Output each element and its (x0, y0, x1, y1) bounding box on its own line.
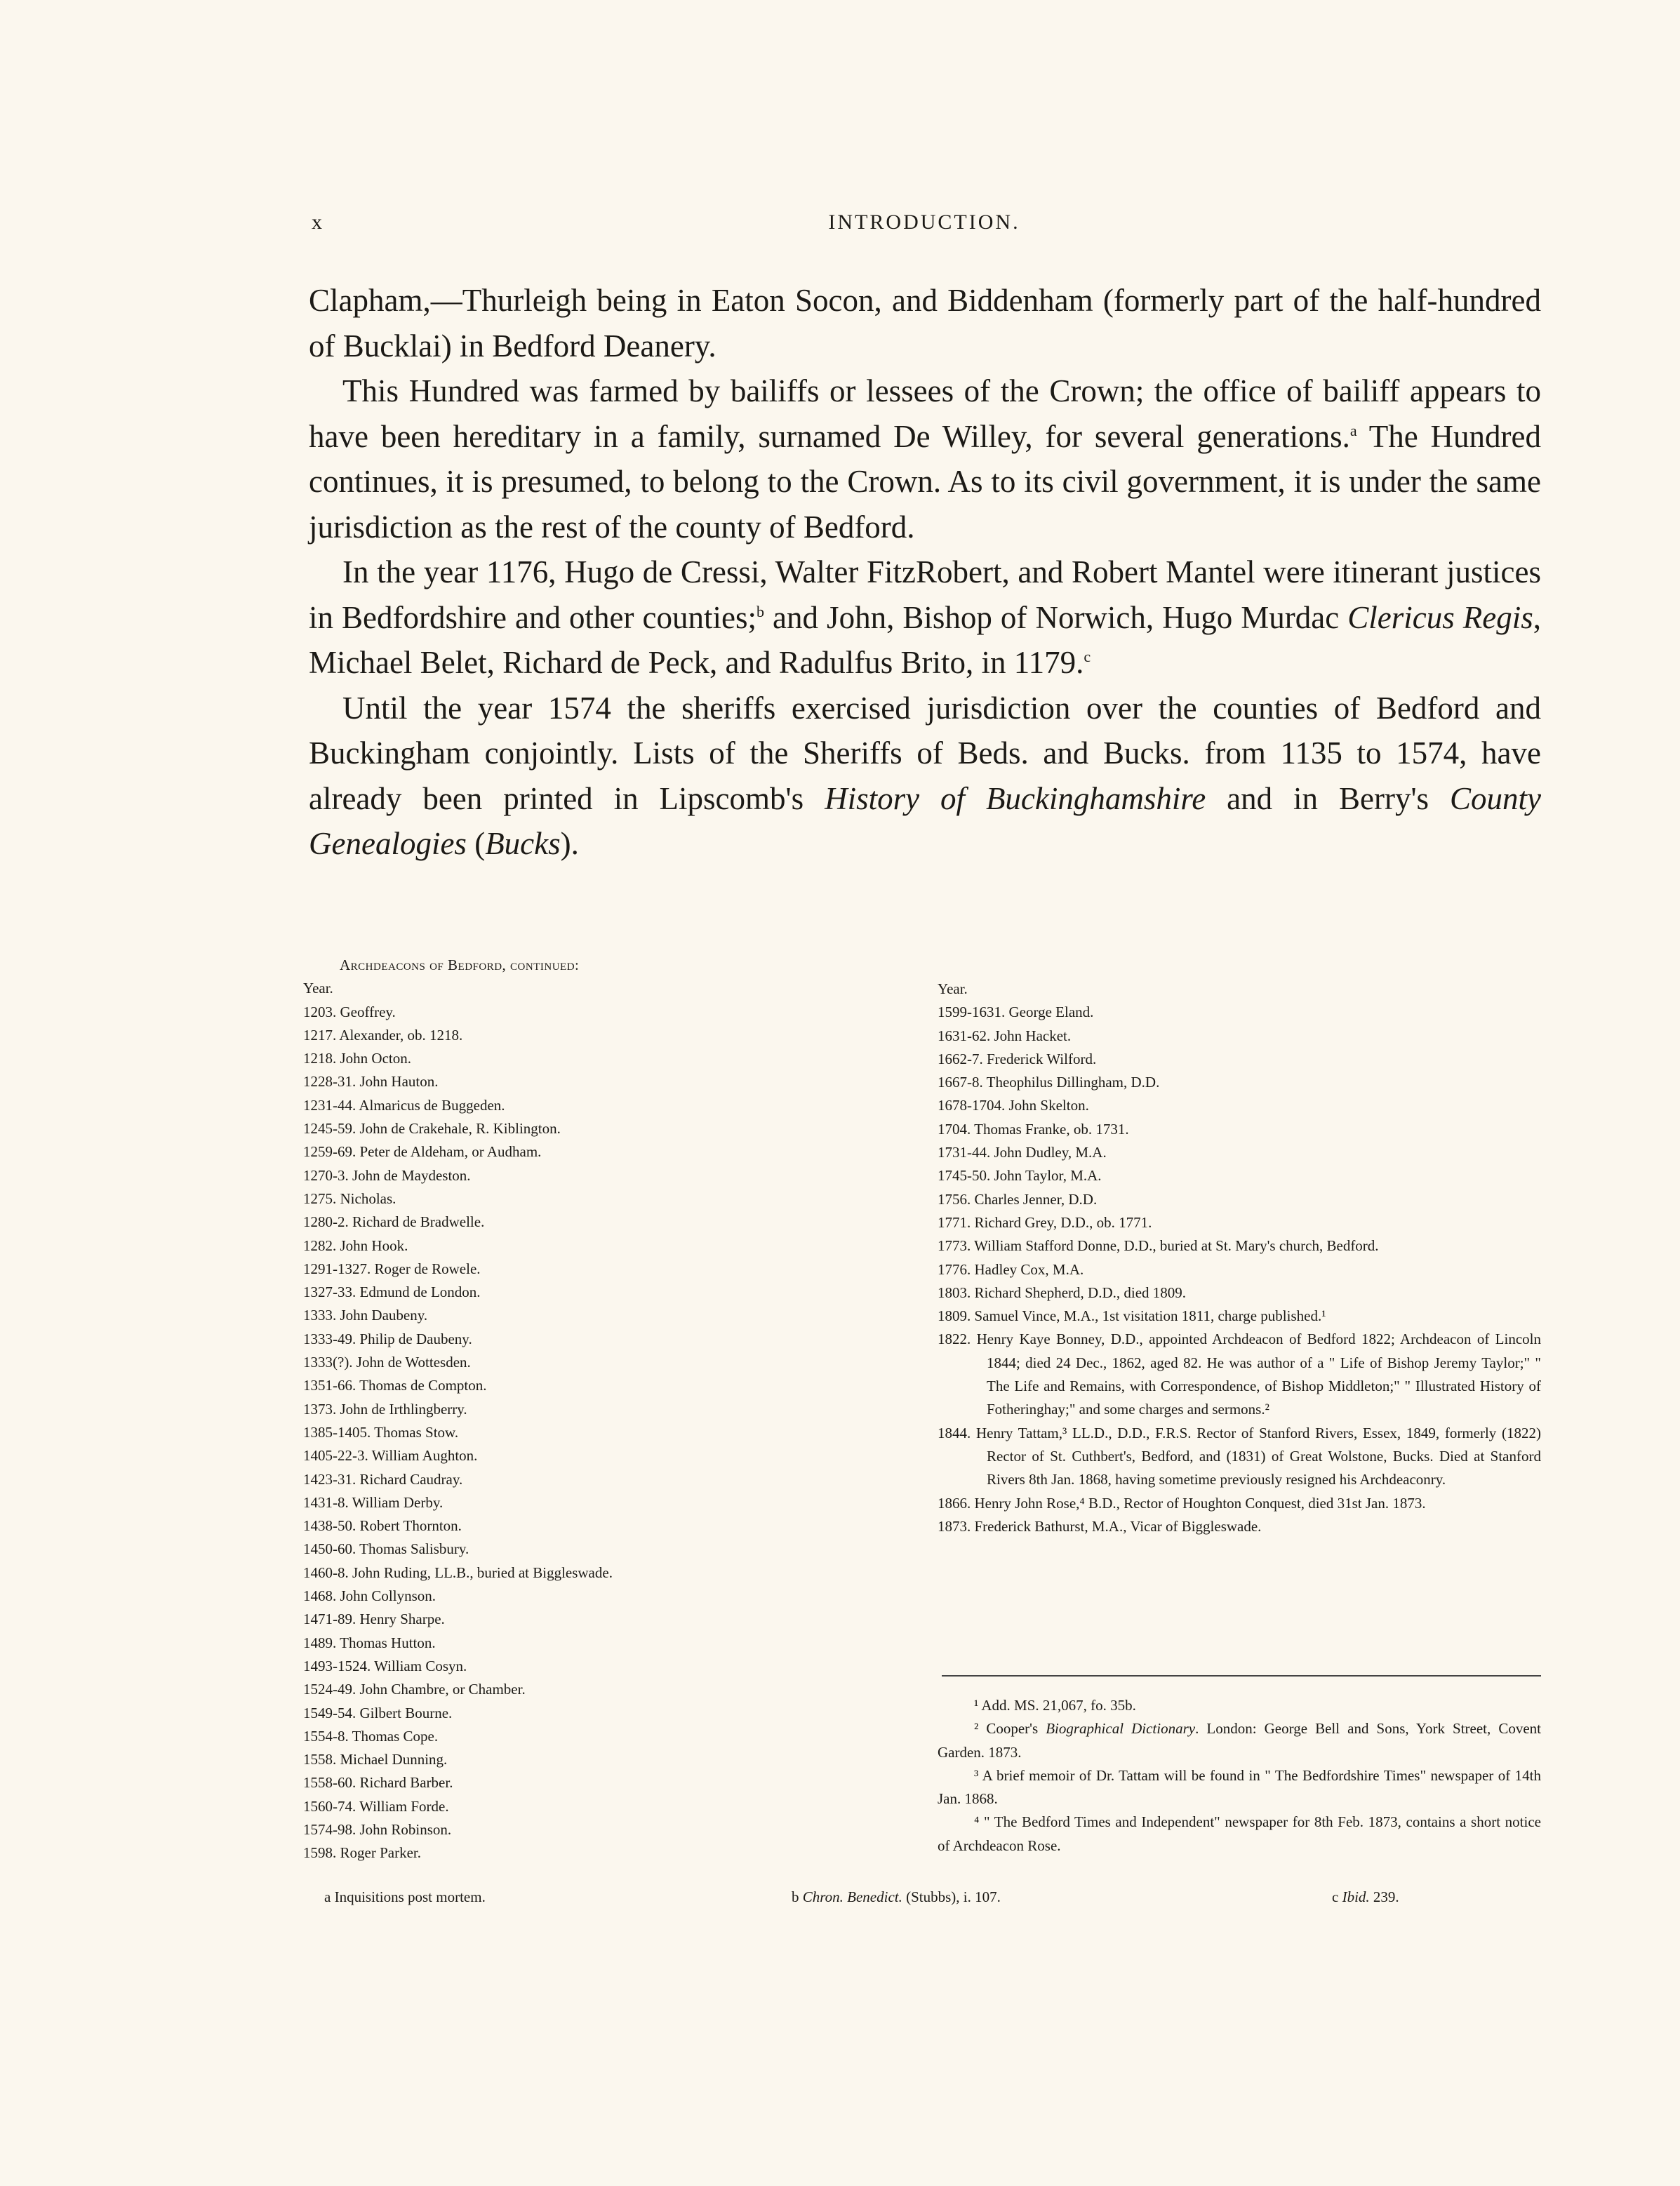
text-run: ). (560, 826, 579, 861)
list-item: 1275. Nicholas. (303, 1189, 396, 1207)
list-item: 1873. Frederick Bathurst, M.A., Vicar of Biggleswade. (938, 1517, 1262, 1535)
list-item: 1771. Richard Grey, D.D., ob. 1771. (938, 1213, 1152, 1231)
right-entries (938, 1001, 1541, 1538)
list-item: 1745-50. John Taylor, M.A. (938, 1167, 1102, 1185)
note-mark: ⁴ (974, 1813, 980, 1831)
list-item: 1333-49. Philip de Daubeny. (303, 1330, 472, 1347)
note-text: Cooper's (978, 1720, 1046, 1738)
note-italic: Biographical Dictionary (1046, 1720, 1196, 1738)
list-item: 1460-8. John Ruding, LL.B., buried at Biggleswade. (303, 1564, 613, 1581)
footnote-mark: b (792, 1888, 799, 1905)
list-item: 1282. John Hook. (303, 1237, 408, 1254)
list-item: 1270-3. John de Maydeston. (303, 1166, 471, 1184)
list-item: 1776. Hadley Cox, M.A. (938, 1260, 1084, 1278)
list-item: 1844. Henry Tattam,³ LL.D., D.D., F.R.S. Rector of Stanford Rivers, Essex, 1849, formerly (1822) Rector of St. Cuthbert's, Bedford, and (1831) of Great Wolstone, Bucks. Died at Stanford Rivers 8th Jan. 1868, having sometime previously resigned his Archdeaconry. (938, 1424, 1541, 1488)
footnote-text: 239. (1369, 1888, 1399, 1905)
year-header: Year. (303, 980, 333, 997)
list-item: 1327-33. Edmund de London. (303, 1284, 481, 1301)
list-item: 1773. William Stafford Donne, D.D., buried at St. Mary's church, Bedford. (938, 1237, 1379, 1255)
footnote-ref-a[interactable]: a (1349, 421, 1357, 439)
note (938, 1694, 1541, 1717)
archdeacons-list-left (303, 954, 759, 1865)
footnote-ref-b[interactable]: b (756, 602, 764, 620)
list-caption: Archdeacons of Bedford, continued: (340, 957, 580, 973)
list-item: 1631-62. John Hacket. (938, 1027, 1072, 1044)
text-run: ( (466, 826, 486, 861)
list-item: 1662-7. Frederick Wilford. (938, 1050, 1097, 1067)
note (938, 1717, 1541, 1764)
footnote-italic: Chron. Benedict. (799, 1888, 902, 1905)
list-item: 1373. John de Irthlingberry. (303, 1400, 467, 1418)
text-run: Clapham,—Thurleigh being in Eaton Socon, and Biddenham (formerly part of the half-hundred of Bucklai) in Bedford Deanery. (309, 283, 1541, 364)
list-item: 1560-74. William Forde. (303, 1797, 449, 1815)
italic-run: Bucks (485, 826, 561, 861)
paragraph (309, 278, 1541, 368)
text-run: and John, Bishop of Norwich, Hugo Murdac (764, 599, 1348, 635)
list-item: 1493-1524. William Cosyn. (303, 1657, 467, 1674)
paragraph (309, 549, 1541, 686)
running-title: INTRODUCTION. (828, 211, 1020, 234)
paragraph (309, 368, 1541, 549)
note-text: " The Bedford Times and Independent" newspaper for 8th Feb. 1873, contains a short notice of Archdeacon Rose. (938, 1813, 1541, 1854)
left-entries (303, 1001, 759, 1865)
list-item: 1574-98. John Robinson. (303, 1820, 452, 1838)
paragraph (309, 686, 1541, 867)
list-item: 1333. John Daubeny. (303, 1307, 428, 1324)
list-item: 1333(?). John de Wottesden. (303, 1354, 471, 1371)
list-item: 1866. Henry John Rose,⁴ B.D., Rector of Houghton Conquest, died 31st Jan. 1873. (938, 1494, 1426, 1512)
list-item: 1280-2. Richard de Bradwelle. (303, 1213, 485, 1231)
note-text: . London: George Bell and Sons, York Street, Covent Garden. 1873. (938, 1720, 1541, 1761)
list-item: 1678-1704. John Skelton. (938, 1097, 1089, 1114)
list-item: 1218. John Octon. (303, 1050, 411, 1067)
text-run: , Michael Belet, Richard de Peck, and Radulfus Brito, in 1179. (309, 599, 1541, 680)
list-item: 1423-31. Richard Caudray. (303, 1470, 463, 1488)
list-item: 1558-60. Richard Barber. (303, 1774, 453, 1792)
list-item: 1554-8. Thomas Cope. (303, 1727, 439, 1745)
list-item: 1809. Samuel Vince, M.A., 1st visitation 1811, charge published.¹ (938, 1307, 1326, 1325)
list-item: 1704. Thomas Franke, ob. 1731. (938, 1120, 1129, 1138)
note-text: Add. MS. 21,067, fo. 35b. (978, 1697, 1136, 1714)
italic-run: Clericus Regis (1347, 599, 1533, 635)
list-item: 1803. Richard Shepherd, D.D., died 1809. (938, 1284, 1187, 1301)
list-item: 1259-69. Peter de Aldeham, or Audham. (303, 1143, 542, 1161)
list-item: 1385-1405. Thomas Stow. (303, 1423, 459, 1441)
list-item: 1405-22-3. William Aughton. (303, 1447, 478, 1465)
column-notes (938, 1694, 1541, 1858)
list-item: 1450-60. Thomas Salisbury. (303, 1540, 469, 1558)
list-item: 1598. Roger Parker. (303, 1844, 421, 1862)
note-mark: ¹ (974, 1697, 979, 1714)
list-item: 1291-1327. Roger de Rowele. (303, 1260, 481, 1277)
list-item: 1471-89. Henry Sharpe. (303, 1611, 445, 1628)
footnote-text: Inquisitions post mortem. (331, 1888, 486, 1905)
note-text: A brief memoir of Dr. Tattam will be found in " The Bedfordshire Times" newspaper of 14th Jan. 1868. (938, 1766, 1541, 1808)
text-run: Until the year 1574 the sheriffs exercised jurisdiction over the counties of Bedford and Buckingham conjointly. Lists of the Sheriffs of Beds. and Bucks. from 1135 to 1574, have already been printed in Lipscomb's (309, 690, 1541, 816)
list-item: 1524-49. John Chambre, or Chamber. (303, 1681, 526, 1698)
list-item: 1203. Geoffrey. (303, 1003, 396, 1020)
italic-run: History of Buckinghamshire (825, 780, 1206, 816)
note-mark: ³ (974, 1766, 979, 1784)
footnote-italic: Ibid. (1338, 1888, 1370, 1905)
list-item: 1822. Henry Kaye Bonney, D.D., appointed Archdeacon of Bedford 1822; Archdeacon of Lincoln 1844; died 24 Dec., 1862, aged 82. He was author of a " Life of Bishop Jeremy Taylor;" " The Life and Remains, with Correspondence, of Bishop Middleton;" " Illustrated History of Fotheringhay;" and some charges and sermons.² (938, 1331, 1541, 1418)
list-item: 1756. Charles Jenner, D.D. (938, 1190, 1098, 1208)
list-item: 1217. Alexander, ob. 1218. (303, 1026, 463, 1044)
page-number: x (312, 211, 324, 234)
list-item: 1549-54. Gilbert Bourne. (303, 1704, 453, 1721)
text-run: This Hundred was farmed by bailiffs or lessees of the Crown; the office of bailiff appears to have been hereditary in a family, surnamed De Willey, for several generations. (309, 373, 1541, 454)
list-item: 1599-1631. George Eland. (938, 1004, 1094, 1021)
list-item: 1489. Thomas Hutton. (303, 1634, 436, 1651)
notes-divider (942, 1675, 1541, 1677)
footnote-ref-c[interactable]: c (1084, 648, 1091, 665)
page-header (307, 211, 1541, 239)
italic-run: County Genealogies (309, 780, 1541, 861)
note (938, 1811, 1541, 1858)
list-item: 1228-31. John Hauton. (303, 1073, 439, 1091)
note (938, 1764, 1541, 1811)
year-header: Year. (938, 980, 968, 997)
text-run: and in Berry's (1206, 780, 1450, 816)
note-mark: ² (974, 1720, 979, 1738)
text-run: In the year 1176, Hugo de Cressi, Walter FitzRobert, and Robert Mantel were itinerant justices in Bedfordshire and other counties; (309, 554, 1541, 635)
text-run: The Hundred continues, it is presumed, to belong to the Crown. As to its civil government, it is under the same jurisdiction as the rest of the county of Bedford. (309, 418, 1542, 545)
footnote-b (792, 1886, 1001, 1907)
main-text (309, 278, 1541, 867)
list-item: 1231-44. Almaricus de Buggeden. (303, 1096, 505, 1114)
footnote-mark: c (1332, 1888, 1339, 1905)
footnote-text: (Stubbs), i. 107. (902, 1888, 1001, 1905)
list-item: 1667-8. Theophilus Dillingham, D.D. (938, 1074, 1160, 1091)
list-item: 1245-59. John de Crakehale, R. Kiblington. (303, 1120, 561, 1138)
footnote-mark: a (324, 1888, 331, 1905)
list-item: 1558. Michael Dunning. (303, 1751, 448, 1768)
archdeacons-list-right (938, 978, 1541, 1538)
footnote-a (324, 1886, 486, 1907)
list-item: 1351-66. Thomas de Compton. (303, 1377, 487, 1394)
list-item: 1438-50. Robert Thornton. (303, 1517, 462, 1535)
footnote-c (1332, 1886, 1399, 1907)
list-item: 1731-44. John Dudley, M.A. (938, 1144, 1107, 1161)
list-item: 1468. John Collynson. (303, 1587, 436, 1605)
list-item: 1431-8. William Derby. (303, 1493, 444, 1511)
